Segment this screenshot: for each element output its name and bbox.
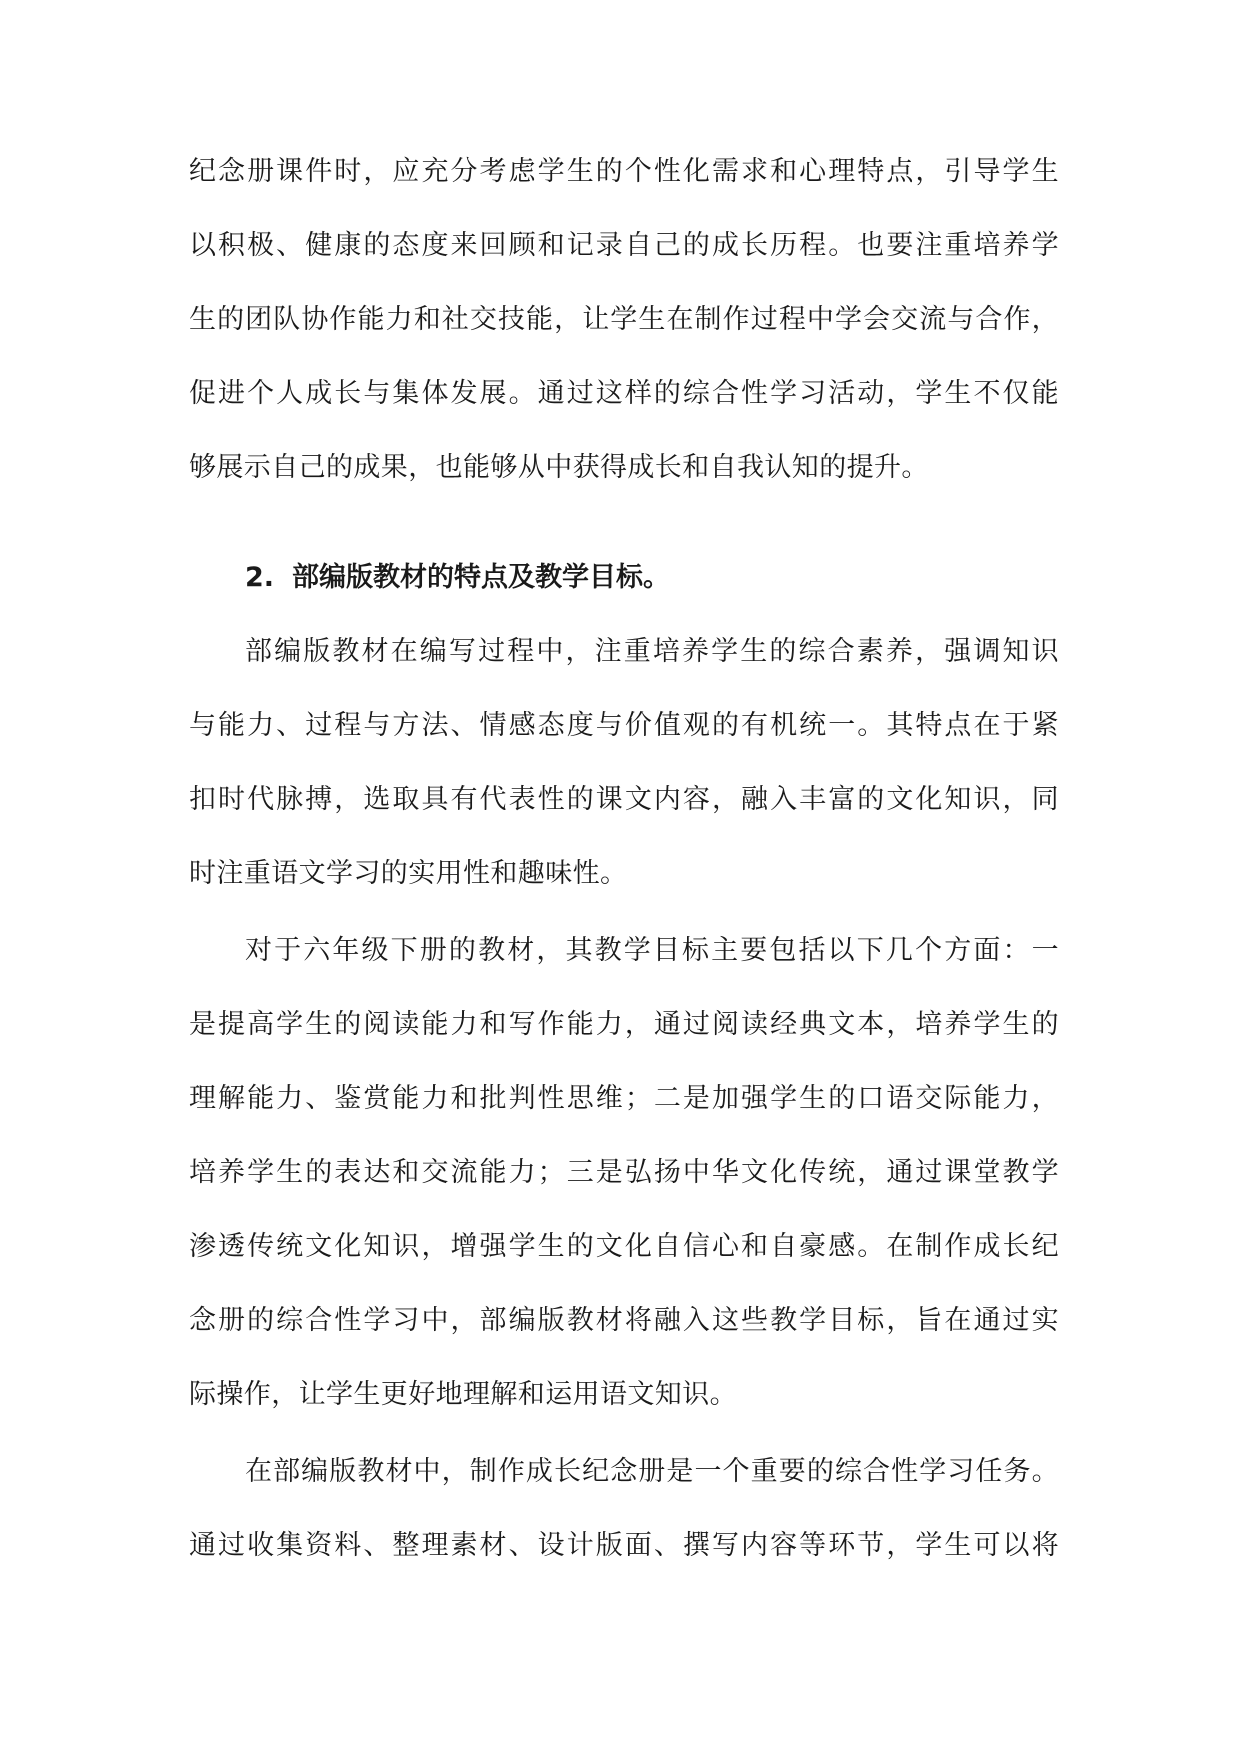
paragraph-2-line-2: 与能力、过程与方法、情感态度与价值观的有机统一。其特点在于紧 <box>189 710 1059 741</box>
paragraph-3-line-4: 培养学生的表达和交流能力；三是弘扬中华文化传统，通过课堂教学 <box>189 1157 1059 1188</box>
paragraph-1-line-4: 促进个人成长与集体发展。通过这样的综合性学习活动，学生不仅能 <box>189 378 1059 409</box>
paragraph-1-line-3: 生的团队协作能力和社交技能，让学生在制作过程中学会交流与合作， <box>189 304 1059 335</box>
paragraph-3-line-3: 理解能力、鉴赏能力和批判性思维；二是加强学生的口语交际能力， <box>189 1083 1059 1114</box>
paragraph-4-line-1: 在部编版教材中，制作成长纪念册是一个重要的综合性学习任务。 <box>245 1456 1059 1487</box>
paragraph-1-line-2: 以积极、健康的态度来回顾和记录自己的成长历程。也要注重培养学 <box>189 230 1059 261</box>
paragraph-2-line-3: 扣时代脉搏，选取具有代表性的课文内容，融入丰富的文化知识，同 <box>189 784 1059 815</box>
paragraph-4-line-2: 通过收集资料、整理素材、设计版面、撰写内容等环节，学生可以将 <box>189 1530 1059 1561</box>
section-heading <box>245 558 670 598</box>
section-title: 部编版教材的特点及教学目标。 <box>292 562 671 593</box>
paragraph-1-line-5: 够展示自己的成果，也能够从中获得成长和自我认知的提升。 <box>189 452 929 483</box>
section-number: 2. <box>245 562 275 593</box>
paragraph-3-line-2: 是提高学生的阅读能力和写作能力，通过阅读经典文本，培养学生的 <box>189 1009 1059 1040</box>
paragraph-1-line-1: 纪念册课件时，应充分考虑学生的个性化需求和心理特点，引导学生 <box>189 156 1059 187</box>
paragraph-3-line-5: 渗透传统文化知识，增强学生的文化自信心和自豪感。在制作成长纪 <box>189 1231 1059 1262</box>
paragraph-3-line-1: 对于六年级下册的教材，其教学目标主要包括以下几个方面：一 <box>245 935 1059 966</box>
paragraph-2-line-1: 部编版教材在编写过程中，注重培养学生的综合素养，强调知识 <box>245 636 1059 667</box>
paragraph-3-line-7: 际操作，让学生更好地理解和运用语文知识。 <box>189 1379 737 1410</box>
paragraph-2-line-4: 时注重语文学习的实用性和趣味性。 <box>189 858 628 889</box>
paragraph-3-line-6: 念册的综合性学习中，部编版教材将融入这些教学目标，旨在通过实 <box>189 1305 1059 1336</box>
